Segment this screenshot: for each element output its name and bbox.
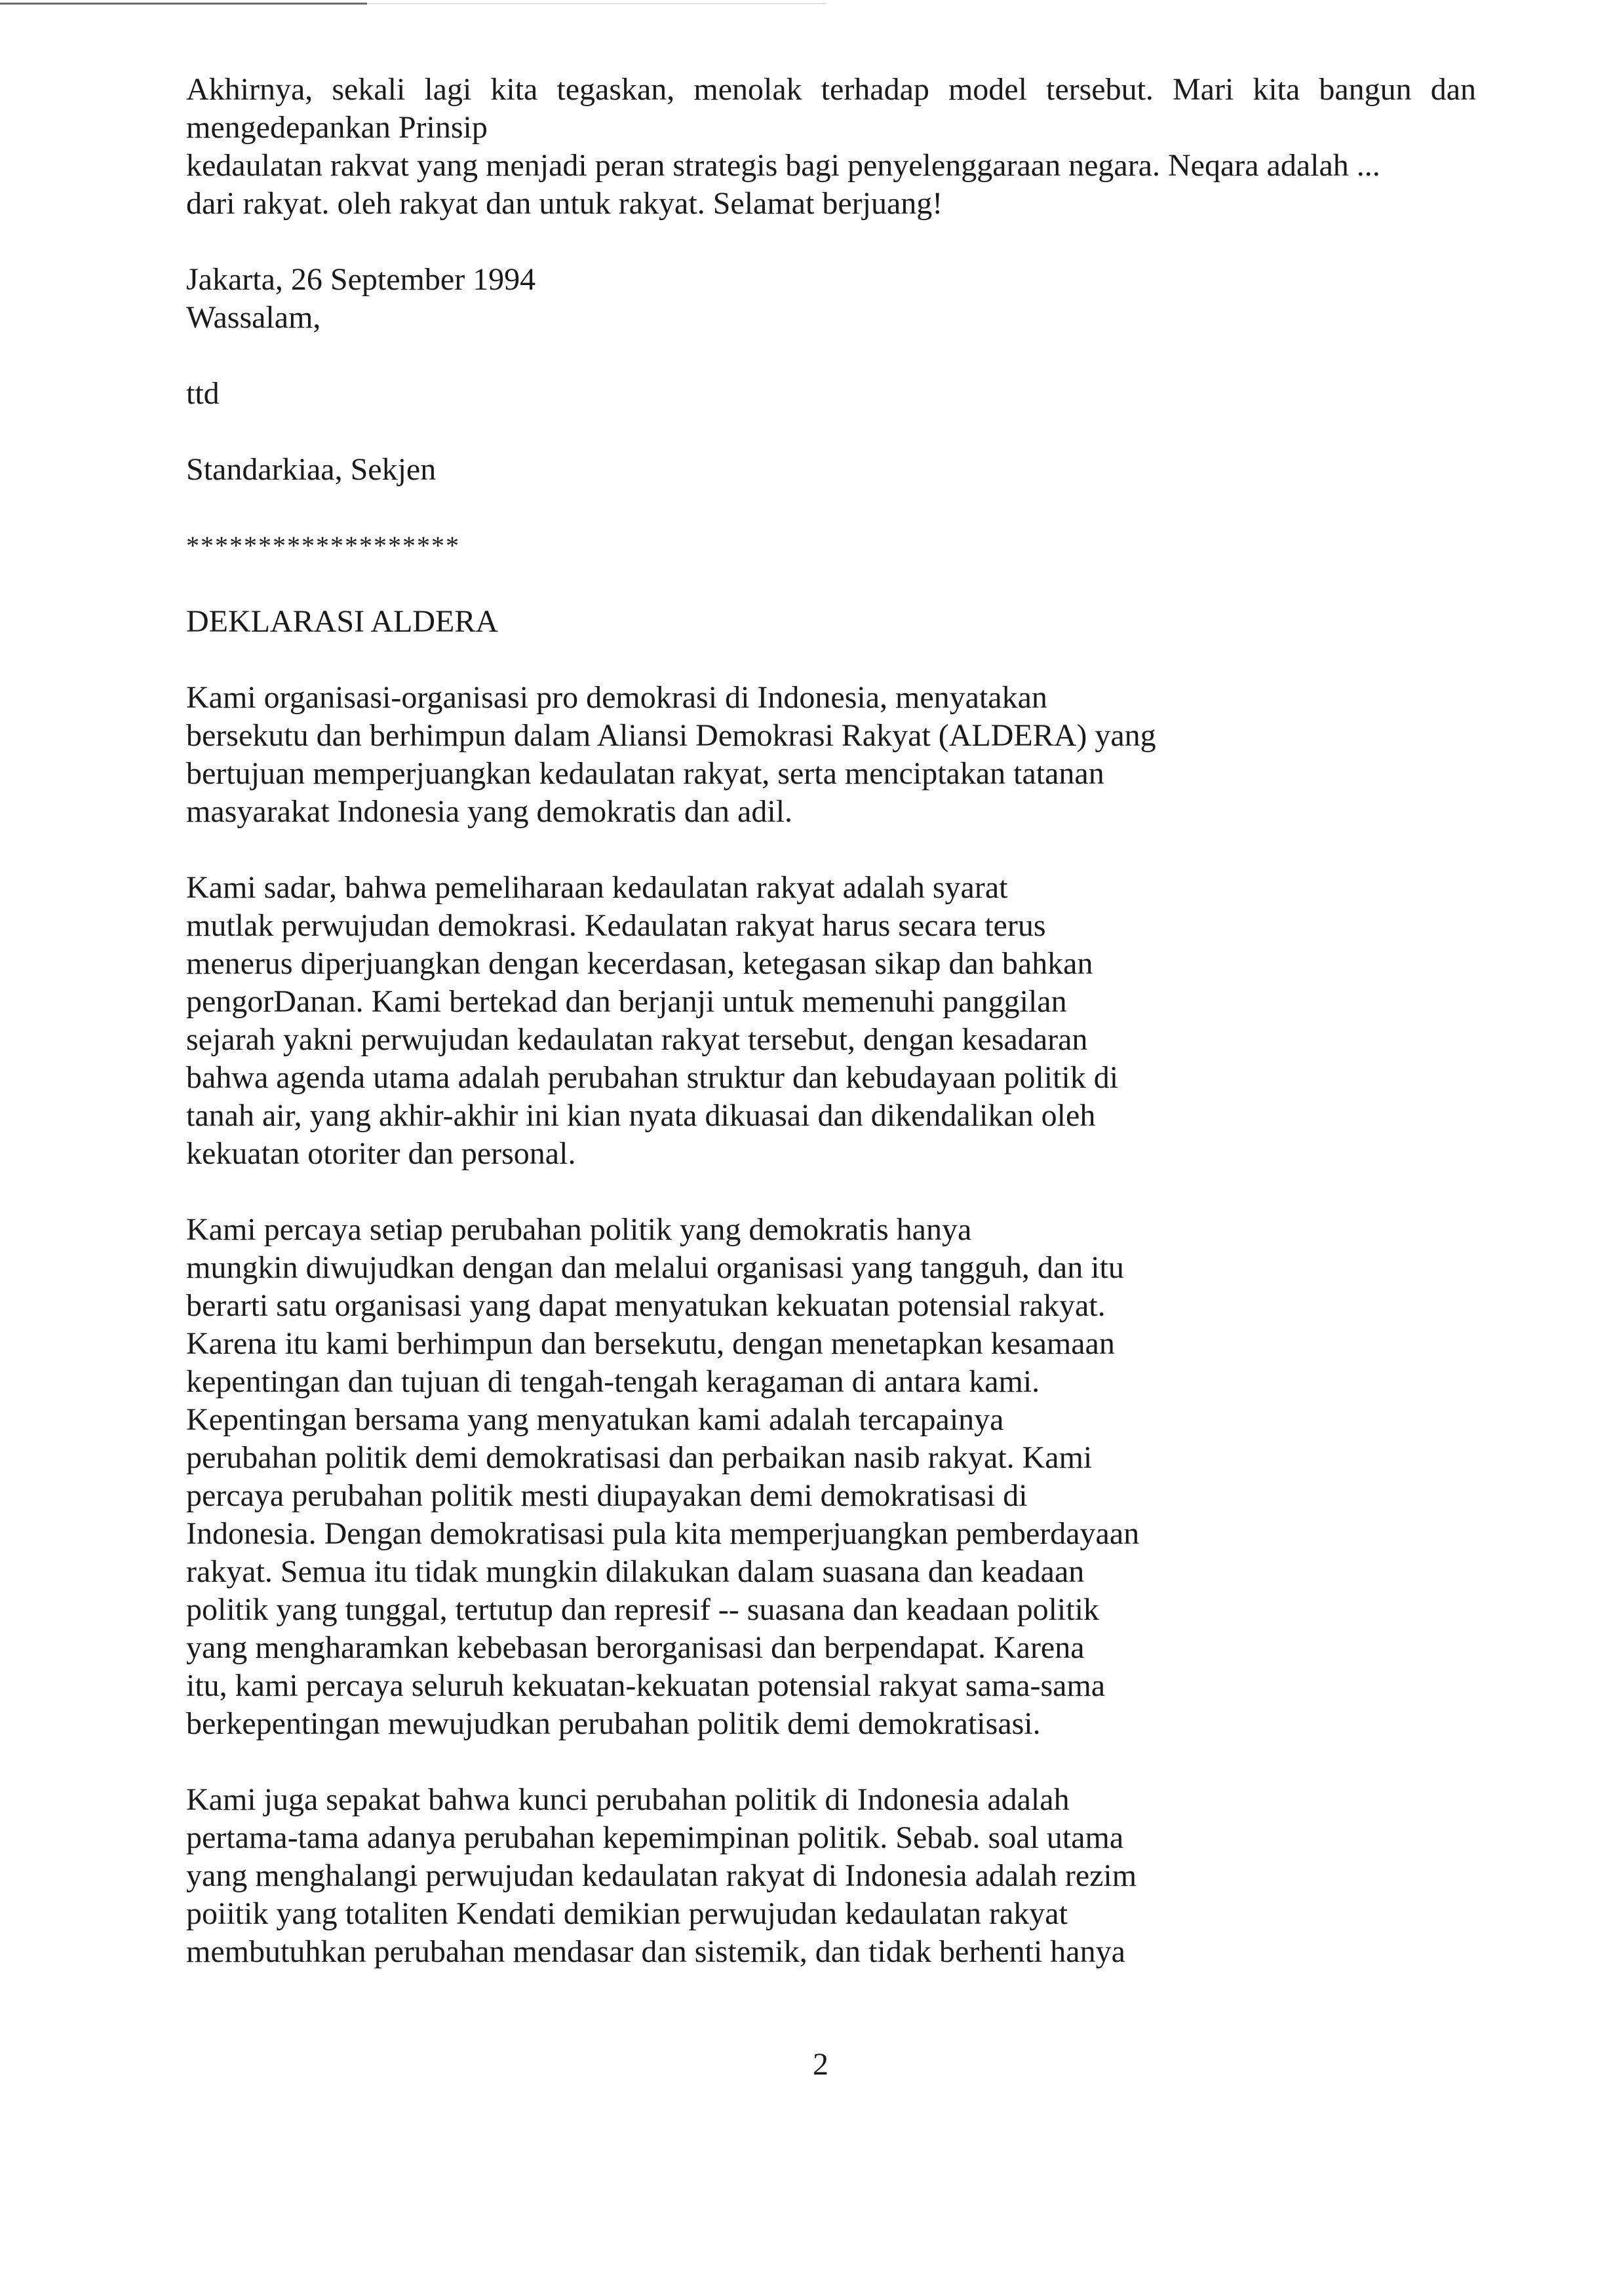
spacer bbox=[186, 1743, 1497, 1781]
text-line: bertujuan memperjuangkan kedaulatan rakyat, serta menciptakan tatanan bbox=[186, 756, 1104, 791]
text-line: Kepentingan bersama yang menyatukan kami adalah tercapainya bbox=[186, 1402, 1004, 1437]
text-line: bersekutu dan berhimpun dalam Aliansi Demokrasi Rakyat (ALDERA) yang bbox=[186, 718, 1156, 753]
text-line: mutlak perwujudan demokrasi. Kedaulatan rakyat harus secara terus bbox=[186, 908, 1046, 943]
spacer bbox=[186, 831, 1497, 869]
document-body bbox=[186, 71, 1497, 1971]
text-line: itu, kami percaya seluruh kekuatan-kekuatan potensial rakyat sama-sama bbox=[186, 1668, 1106, 1703]
page-number: 2 bbox=[813, 2047, 828, 2082]
text-line: membutuhkan perubahan mendasar dan sistemik, dan tidak berhenti hanya bbox=[186, 1934, 1125, 1969]
declaration-paragraph-2 bbox=[186, 869, 1497, 1173]
spacer bbox=[186, 223, 1497, 261]
text-line: tanah air, yang akhir-akhir ini kian nyata dikuasai dan dikendalikan oleh bbox=[186, 1098, 1096, 1133]
text-line: kedaulatan rakvat yang menjadi peran strategis bagi penyelenggaraan negara. Neqara adalah ... bbox=[186, 148, 1380, 183]
spacer bbox=[186, 413, 1497, 451]
text-line: percaya perubahan politik mesti diupayakan demi demokratisasi di bbox=[186, 1478, 1028, 1513]
text-line: pertama-tama adanya perubahan kepemimpinan politik. Sebab. soal utama bbox=[186, 1820, 1124, 1855]
text-line: Kami juga sepakat bahwa kunci perubahan politik di Indonesia adalah bbox=[186, 1782, 1070, 1817]
signatory: Standarkiaa, Sekjen bbox=[186, 452, 437, 487]
text-line: masyarakat Indonesia yang demokratis dan adil. bbox=[186, 794, 793, 829]
text-line: Kami sadar, bahwa pemeliharaan kedaulatan rakyat adalah syarat bbox=[186, 870, 1008, 905]
text-line: rakyat. Semua itu tidak mungkin dilakukan dalam suasana dan keadaan bbox=[186, 1554, 1085, 1589]
declaration-paragraph-3 bbox=[186, 1211, 1497, 1743]
spacer bbox=[186, 1173, 1497, 1211]
text-line: yang mengharamkan kebebasan berorganisasi dan berpendapat. Karena bbox=[186, 1630, 1085, 1665]
place-date: Jakarta, 26 September 1994 bbox=[186, 262, 536, 297]
asterisk-separator: ******************* bbox=[186, 531, 460, 560]
signature-block bbox=[186, 261, 1497, 489]
text-line: Kami percaya setiap perubahan politik yang demokratis hanya bbox=[186, 1212, 972, 1247]
text-line: menerus diperjuangkan dengan kecerdasan, ketegasan sikap dan bahkan bbox=[186, 946, 1093, 981]
spacer bbox=[186, 565, 1497, 603]
text-line: Kami organisasi-organisasi pro demokrasi di Indonesia, menyatakan bbox=[186, 680, 1047, 715]
text-line: mungkin diwujudkan dengan dan melalui organisasi yang tangguh, dan itu bbox=[186, 1250, 1124, 1285]
scan-edge-faint-line bbox=[367, 3, 826, 4]
spacer bbox=[186, 641, 1497, 679]
text-line: Akhirnya, sekali lagi kita tegaskan, menolak terhadap model tersebut. Mari kita bangun dan bbox=[186, 72, 1476, 107]
text-line: Karena itu kami berhimpun dan bersekutu, dengan menetapkan kesamaan bbox=[186, 1326, 1115, 1361]
closing-paragraph bbox=[186, 71, 1497, 223]
text-line: perubahan politik demi demokratisasi dan perbaikan nasib rakyat. Kami bbox=[186, 1440, 1093, 1475]
text-line: poiitik yang totaliten Kendati demikian perwujudan kedaulatan rakyat bbox=[186, 1896, 1068, 1931]
text-line: mengedepankan Prinsip bbox=[186, 110, 488, 145]
spacer bbox=[186, 489, 1497, 527]
spacer bbox=[186, 337, 1497, 375]
text-line: politik yang tunggal, tertutup dan represif -- suasana dan keadaan politik bbox=[186, 1592, 1099, 1627]
text-line: berarti satu organisasi yang dapat menyatukan kekuatan potensial rakyat. bbox=[186, 1288, 1106, 1323]
declaration-title: DEKLARASI ALDERA bbox=[186, 604, 498, 639]
text-line: bahwa agenda utama adalah perubahan struktur dan kebudayaan politik di bbox=[186, 1060, 1119, 1095]
text-line: yang menghalangi perwujudan kedaulatan rakyat di Indonesia adalah rezim bbox=[186, 1858, 1137, 1893]
text-line: sejarah yakni perwujudan kedaulatan rakyat tersebut, dengan kesadaran bbox=[186, 1022, 1088, 1057]
text-line: berkepentingan mewujudkan perubahan politik demi demokratisasi. bbox=[186, 1706, 1041, 1741]
text-line: Indonesia. Dengan demokratisasi pula kita memperjuangkan pemberdayaan bbox=[186, 1516, 1140, 1551]
text-line: dari rakyat. oleh rakyat dan untuk rakyat. Selamat berjuang! bbox=[186, 186, 943, 221]
text-line: pengorDanan. Kami bertekad dan berjanji untuk memenuhi panggilan bbox=[186, 984, 1067, 1019]
signed-mark: ttd bbox=[186, 376, 220, 411]
declaration-paragraph-1 bbox=[186, 679, 1497, 831]
salutation: Wassalam, bbox=[186, 300, 321, 335]
text-line: kepentingan dan tujuan di tengah-tengah keragaman di antara kami. bbox=[186, 1364, 1040, 1399]
declaration-paragraph-4 bbox=[186, 1781, 1497, 1971]
scan-edge-line bbox=[0, 3, 367, 5]
text-line: kekuatan otoriter dan personal. bbox=[186, 1136, 576, 1171]
